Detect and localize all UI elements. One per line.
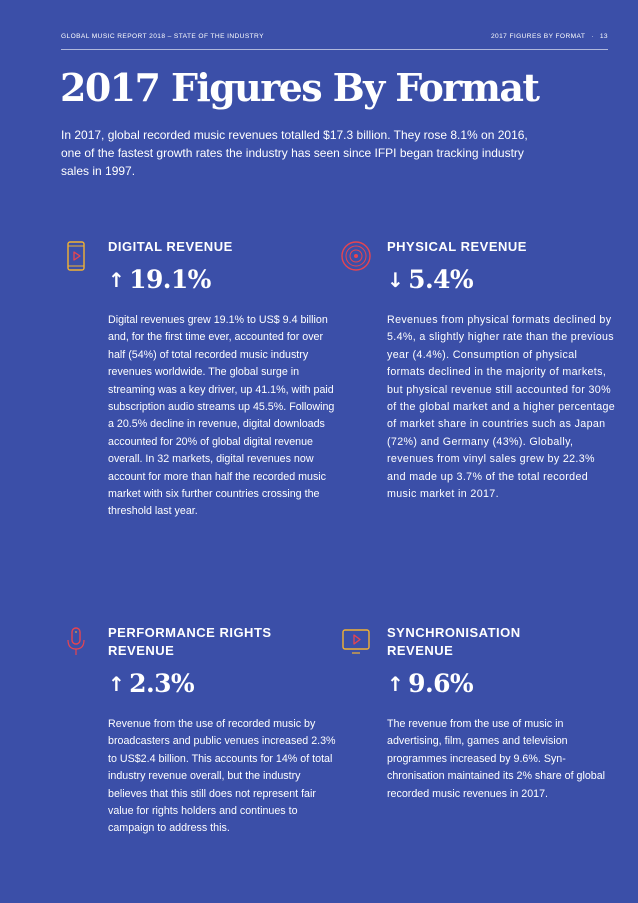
section-stat — [108, 668, 338, 700]
vinyl-disc-icon — [340, 240, 372, 272]
header-section-title: 2017 FIGURES BY FORMAT — [490, 33, 586, 40]
phone-play-icon — [60, 240, 92, 272]
section-stat — [108, 264, 338, 296]
section-heading: SYNCHRONISATION REVENUE — [387, 625, 521, 658]
stat-value: 19.1% — [129, 265, 211, 294]
stat-value: 9.6% — [408, 669, 474, 698]
intro-paragraph: In 2017, global recorded music revenues totalled $17.3 billion. They rose 8.1% on 2016, one of the fastest growth rates the industry has seen since IFPI began tracking industry sales in 1997. — [61, 128, 528, 178]
header-section — [491, 33, 608, 40]
running-header — [61, 31, 608, 50]
stat-value: 5.4% — [408, 265, 474, 294]
section-body: Revenues from physical formats declined by 5.4%, a slightly higher rate than the previous year (4.4%). Consumption of physical formats declined in the majority of markets, but physical revenue still accounted for 30% of the global market and a higher percentage of market share in countries such as Japan (72%) and Germany (43%). Globally, revenues from vinyl sales grew by 22.3% and made up 3.7% of the total recorded music market in 2017. — [387, 314, 616, 501]
section-synchronisation-revenue — [387, 624, 617, 803]
section-body: Digital revenues grew 19.1% to US$ 9.4 billion and, for the first time ever, accounted for over half (54%) of total recorded music industry revenues worldwide. The global surge in streaming was a key driver, up 41.1%, with paid subscription audio streams up 45.5%. Following a 20.5% decline in revenue, digital downloads accounted for 20% of global digital revenue overall. In 32 markets, digital revenues now account for more than half the recorded music market with six further countries crossing the threshold last year. — [108, 314, 335, 518]
arrow-up-icon: ↑ — [108, 672, 125, 696]
section-body: The revenue from the use of music in advertising, film, games and television programmes increased by 9.6%. Syn-chronisation maintained its 2% share of global recorded music revenues in 2017. — [387, 718, 606, 800]
header-report-title: GLOBAL MUSIC REPORT 2018 – STATE OF THE INDUSTRY — [61, 33, 264, 40]
header-separator: · — [591, 33, 594, 40]
section-physical-revenue — [387, 238, 617, 503]
section-heading: PERFORMANCE RIGHTS REVENUE — [108, 625, 272, 658]
section-body: Revenue from the use of recorded music by broadcasters and public venues increased 2.3% to US$2.4 billion. This accounts for 14% of total industry revenue overall, but the industry believes that this still does not represent fair value for rights holders and continues to campaign to address this. — [108, 718, 336, 835]
arrow-up-icon: ↑ — [387, 672, 404, 696]
section-digital-revenue — [108, 238, 338, 521]
microphone-icon — [60, 625, 92, 657]
stat-value: 2.3% — [129, 669, 195, 698]
tv-play-icon — [340, 625, 372, 657]
section-stat — [387, 668, 617, 700]
section-heading: PHYSICAL REVENUE — [387, 239, 527, 254]
section-heading: DIGITAL REVENUE — [108, 239, 233, 254]
arrow-down-icon: ↓ — [387, 268, 404, 292]
arrow-up-icon: ↑ — [108, 268, 125, 292]
section-stat — [387, 264, 617, 296]
page-title: 2017 Figures By Format — [60, 65, 539, 110]
page-number: 13 — [599, 33, 608, 40]
section-performance-rights-revenue — [108, 624, 338, 838]
